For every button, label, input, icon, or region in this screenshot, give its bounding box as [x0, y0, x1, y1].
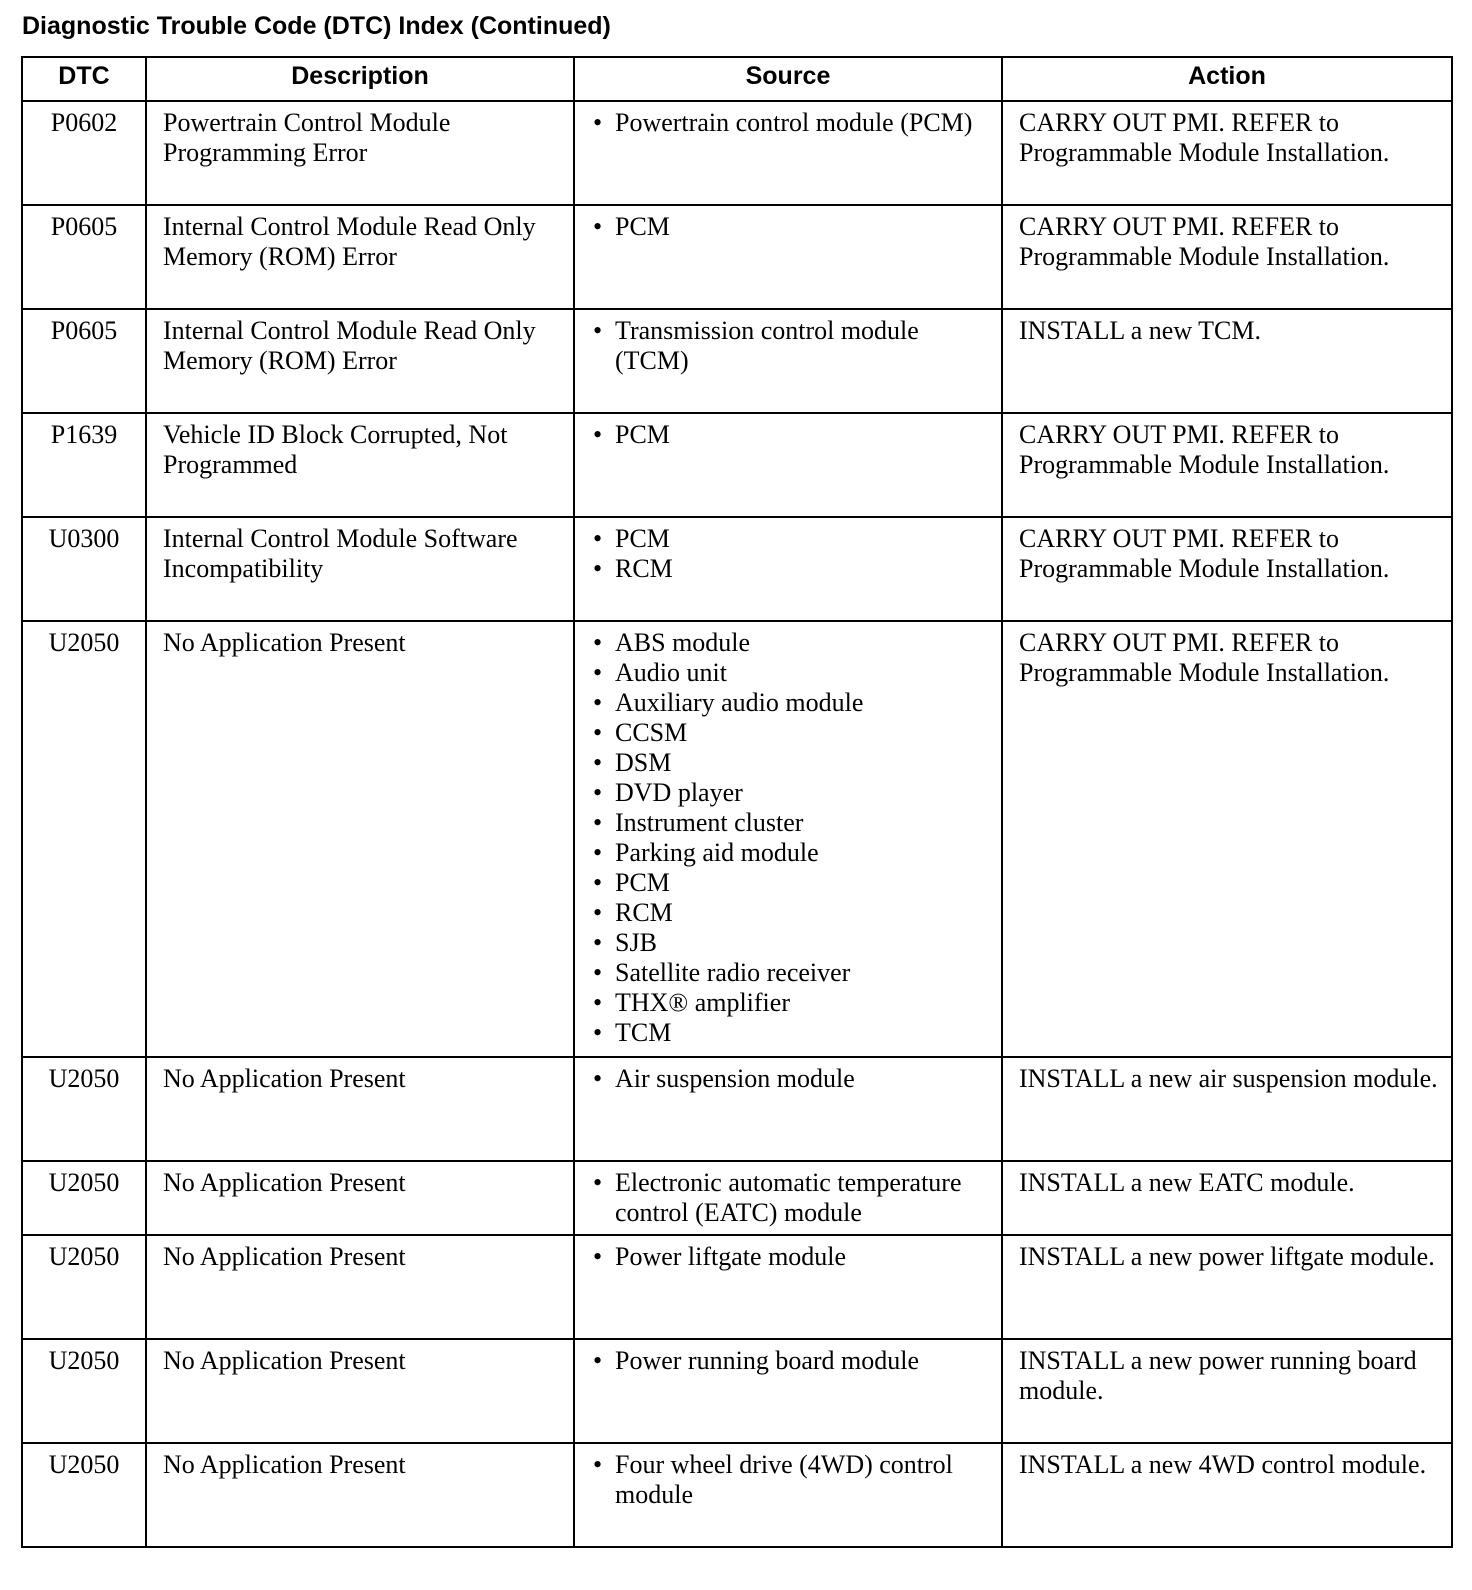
- source-cell: [574, 1161, 1002, 1235]
- source-list-item: • PCM: [591, 868, 993, 898]
- source-list-item: • Power running board module: [591, 1346, 993, 1376]
- action-cell: INSTALL a new power running board module.: [1002, 1339, 1452, 1443]
- dtc-code-cell: P0605: [22, 309, 146, 413]
- dtc-code-cell: U2050: [22, 1235, 146, 1339]
- source-list-item: • Instrument cluster: [591, 808, 993, 838]
- column-header-dtc: DTC: [22, 57, 146, 101]
- source-list-item: • DVD player: [591, 778, 993, 808]
- table-row: [22, 309, 1452, 413]
- description-cell: No Application Present: [146, 1057, 574, 1161]
- description-cell: No Application Present: [146, 1235, 574, 1339]
- dtc-code-cell: U2050: [22, 1161, 146, 1235]
- source-list: [591, 628, 993, 1048]
- description-cell: Internal Control Module Read Only Memory (ROM) Error: [146, 205, 574, 309]
- source-list-item: • TCM: [591, 1018, 993, 1048]
- source-list-item: • Air suspension module: [591, 1064, 993, 1094]
- table-row: [22, 1057, 1452, 1161]
- source-list-item: • PCM: [591, 212, 993, 242]
- action-cell: CARRY OUT PMI. REFER to Programmable Module Installation.: [1002, 101, 1452, 205]
- table-row: [22, 621, 1452, 1057]
- source-list-item: • SJB: [591, 928, 993, 958]
- action-cell: INSTALL a new power liftgate module.: [1002, 1235, 1452, 1339]
- source-list-item: • Transmission control module (TCM): [591, 316, 993, 376]
- dtc-code-cell: U2050: [22, 1443, 146, 1547]
- source-list-item: • CCSM: [591, 718, 993, 748]
- table-row: [22, 1339, 1452, 1443]
- dtc-index-table: [21, 56, 1453, 1548]
- action-cell: CARRY OUT PMI. REFER to Programmable Module Installation.: [1002, 621, 1452, 1057]
- source-list-item: • PCM: [591, 420, 993, 450]
- source-list-item: • Power liftgate module: [591, 1242, 993, 1272]
- column-header-description: Description: [146, 57, 574, 101]
- page-title: Diagnostic Trouble Code (DTC) Index (Continued): [22, 12, 611, 40]
- source-list-item: • ABS module: [591, 628, 993, 658]
- table-row: [22, 1235, 1452, 1339]
- source-list-item: • THX® amplifier: [591, 988, 993, 1018]
- source-list: [591, 1242, 993, 1272]
- source-list: [591, 212, 993, 242]
- table-row: [22, 205, 1452, 309]
- source-cell: [574, 1235, 1002, 1339]
- action-cell: INSTALL a new 4WD control module.: [1002, 1443, 1452, 1547]
- source-list-item: • Auxiliary audio module: [591, 688, 993, 718]
- dtc-code-cell: P1639: [22, 413, 146, 517]
- action-cell: CARRY OUT PMI. REFER to Programmable Module Installation.: [1002, 205, 1452, 309]
- source-list: [591, 1450, 993, 1510]
- table-row: [22, 101, 1452, 205]
- source-list: [591, 1168, 993, 1228]
- description-cell: Vehicle ID Block Corrupted, Not Programmed: [146, 413, 574, 517]
- source-cell: [574, 1443, 1002, 1547]
- source-cell: [574, 517, 1002, 621]
- description-cell: No Application Present: [146, 1339, 574, 1443]
- action-cell: CARRY OUT PMI. REFER to Programmable Module Installation.: [1002, 517, 1452, 621]
- source-list: [591, 524, 993, 584]
- source-cell: [574, 621, 1002, 1057]
- source-list: [591, 1064, 993, 1094]
- description-cell: No Application Present: [146, 621, 574, 1057]
- description-cell: No Application Present: [146, 1443, 574, 1547]
- dtc-code-cell: P0605: [22, 205, 146, 309]
- dtc-code-cell: U2050: [22, 1057, 146, 1161]
- table-row: [22, 413, 1452, 517]
- source-cell: [574, 205, 1002, 309]
- dtc-code-cell: U2050: [22, 1339, 146, 1443]
- table-row: [22, 1443, 1452, 1547]
- table-row: [22, 1161, 1452, 1235]
- table-body: [22, 101, 1452, 1547]
- source-list-item: • RCM: [591, 898, 993, 928]
- description-cell: Internal Control Module Read Only Memory (ROM) Error: [146, 309, 574, 413]
- column-header-source: Source: [574, 57, 1002, 101]
- source-list-item: • Satellite radio receiver: [591, 958, 993, 988]
- source-list: [591, 420, 993, 450]
- table-header-row: [22, 57, 1452, 101]
- source-cell: [574, 309, 1002, 413]
- description-cell: Internal Control Module Software Incompatibility: [146, 517, 574, 621]
- dtc-code-cell: U2050: [22, 621, 146, 1057]
- action-cell: INSTALL a new air suspension module.: [1002, 1057, 1452, 1161]
- action-cell: INSTALL a new EATC module.: [1002, 1161, 1452, 1235]
- action-cell: INSTALL a new TCM.: [1002, 309, 1452, 413]
- source-list-item: • Electronic automatic temperature control (EATC) module: [591, 1168, 993, 1228]
- action-cell: CARRY OUT PMI. REFER to Programmable Module Installation.: [1002, 413, 1452, 517]
- source-list-item: • Powertrain control module (PCM): [591, 108, 993, 138]
- source-list: [591, 316, 993, 376]
- source-cell: [574, 1339, 1002, 1443]
- source-cell: [574, 1057, 1002, 1161]
- source-list-item: • Four wheel drive (4WD) control module: [591, 1450, 993, 1510]
- dtc-code-cell: P0602: [22, 101, 146, 205]
- dtc-code-cell: U0300: [22, 517, 146, 621]
- description-cell: Powertrain Control Module Programming Error: [146, 101, 574, 205]
- source-list-item: • RCM: [591, 554, 993, 584]
- column-header-action: Action: [1002, 57, 1452, 101]
- source-list: [591, 108, 993, 138]
- source-cell: [574, 413, 1002, 517]
- description-cell: No Application Present: [146, 1161, 574, 1235]
- source-list-item: • PCM: [591, 524, 993, 554]
- source-cell: [574, 101, 1002, 205]
- source-list: [591, 1346, 993, 1376]
- source-list-item: • DSM: [591, 748, 993, 778]
- source-list-item: • Audio unit: [591, 658, 993, 688]
- source-list-item: • Parking aid module: [591, 838, 993, 868]
- table-row: [22, 517, 1452, 621]
